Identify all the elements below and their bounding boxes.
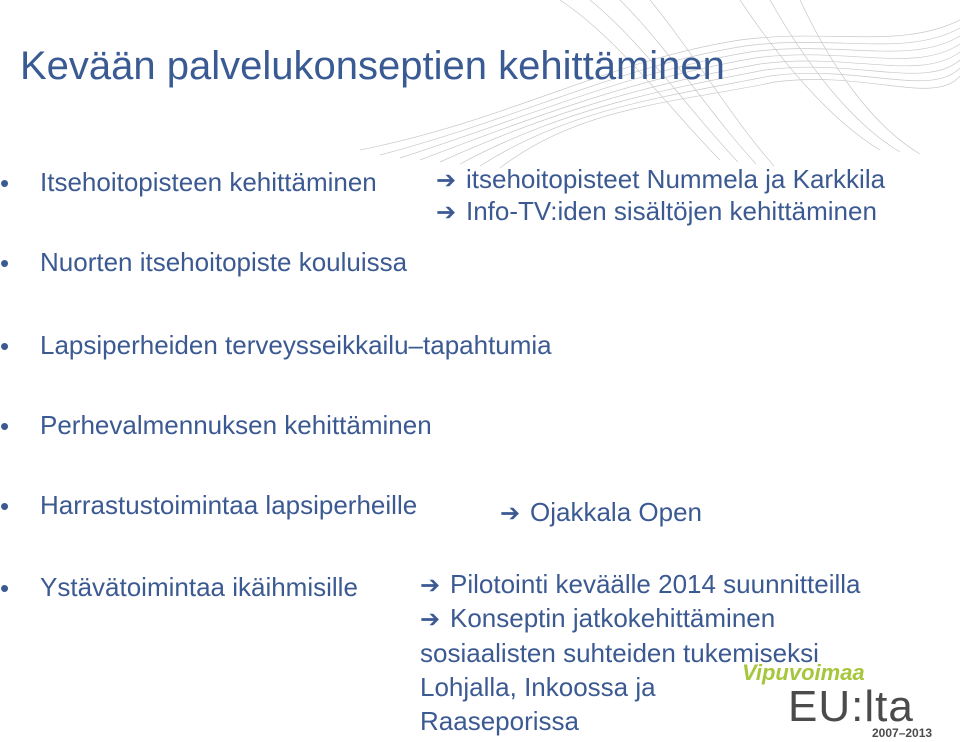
bullet-item-2: Nuorten itsehoitopiste kouluissa <box>40 247 408 277</box>
page-title: Kevään palvelukonseptien kehittäminen <box>20 44 725 88</box>
arrow-item-2: ➔ Info-TV:iden sisältöjen kehittäminen <box>436 196 877 226</box>
bullet-dot: • <box>0 491 10 521</box>
logo-main-text: EU:lta <box>788 682 914 731</box>
arrow-item-3: ➔ Ojakkala Open <box>500 497 702 527</box>
arrow-item-4: ➔ Pilotointi keväälle 2014 suunnitteilla <box>420 569 861 599</box>
bullet-dot: • <box>0 248 10 278</box>
arrow-right-icon: ➔ <box>420 572 441 599</box>
bullet-item-6: Ystävätoimintaa ikäihmisille <box>40 572 358 602</box>
arrow-right-icon: ➔ <box>420 606 441 633</box>
logo-top-text: Vipuvoimaa <box>742 660 865 685</box>
arrow-right-icon: ➔ <box>500 500 521 527</box>
eu-logo <box>740 660 940 740</box>
arrow-item-1: ➔ itsehoitopisteet Nummela ja Karkkila <box>436 164 886 194</box>
bullet-item-3: Lapsiperheiden terveysseikkailu–tapahtumia <box>40 330 552 360</box>
bullet-dot: • <box>0 331 10 361</box>
note-line-3: Raaseporissa <box>420 706 579 736</box>
note-line-2: Lohjalla, Inkoossa ja <box>420 672 656 702</box>
bullet-item-5: Harrastustoimintaa lapsiperheille <box>40 490 418 520</box>
bullet-dot: • <box>0 168 10 198</box>
arrow-item-5: ➔ Konseptin jatkokehittäminen <box>420 603 776 633</box>
logo-years: 2007–2013 <box>872 726 933 740</box>
bullet-dot: • <box>0 411 10 441</box>
bullet-dot: • <box>0 573 10 603</box>
bullet-item-1: Itsehoitopisteen kehittäminen <box>40 167 377 197</box>
note-line-1: sosiaalisten suhteiden tukemiseksi <box>420 638 819 668</box>
bullet-item-4: Perhevalmennuksen kehittäminen <box>40 410 432 440</box>
arrow-right-icon: ➔ <box>436 199 457 226</box>
arrow-right-icon: ➔ <box>436 167 457 194</box>
